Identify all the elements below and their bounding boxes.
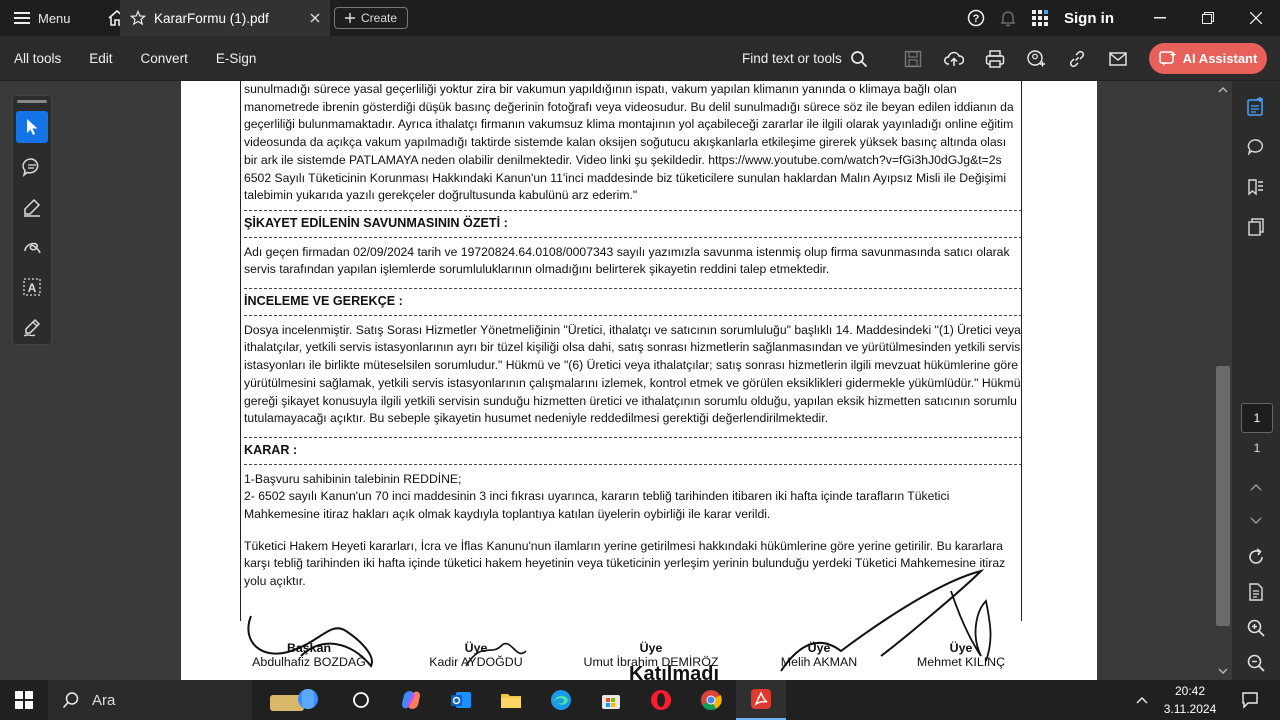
pages-panel-button[interactable] — [1232, 207, 1280, 247]
tray-overflow-button[interactable] — [1128, 680, 1156, 720]
clock-time: 20:42 — [1174, 684, 1206, 698]
save-button[interactable] — [892, 36, 933, 81]
pages-icon — [1246, 217, 1266, 237]
scroll-thumb[interactable] — [1216, 366, 1230, 626]
document-tab[interactable] — [120, 0, 330, 36]
link-icon — [1068, 50, 1086, 68]
svg-text:A: A — [27, 281, 37, 295]
start-button[interactable] — [0, 680, 48, 720]
search-icon — [62, 691, 80, 709]
defense-summary-body: Adı geçen firmadan 02/09/2024 tarih ve 19720824.64.0108/0007343 sayılı yazımızla savunma istenmiş olup firma savunmasında satıcı olarak servis tarafından yapılan işlemlerde sorumluluklarının olmadığını belirterek şikayetin reddini talep etmektedir. — [244, 244, 1010, 277]
toolbar-convert[interactable]: Convert — [140, 50, 188, 66]
menu-label: Menu — [38, 10, 71, 26]
zoom-in-icon — [1246, 618, 1266, 638]
signature-role: Üye — [639, 641, 663, 655]
main-toolbar — [0, 36, 1280, 81]
defense-summary-title: ŞİKAYET EDİLENİN SAVUNMASININ ÖZETİ : — [244, 210, 1022, 238]
signature-member-1 — [401, 641, 551, 669]
opera-icon — [650, 689, 672, 711]
scroll-down-page-button[interactable] — [1232, 501, 1280, 541]
draw-tool[interactable] — [16, 231, 48, 263]
review-title: İNCELEME VE GEREKÇE : — [244, 288, 1022, 316]
comment-icon — [22, 157, 42, 177]
printer-icon — [985, 50, 1005, 68]
cursor-icon — [25, 118, 39, 136]
chrome-icon — [700, 689, 722, 711]
toolbar-edit[interactable]: Edit — [89, 50, 113, 66]
microsoft-store-app[interactable] — [586, 680, 636, 720]
complaint-text: sunulmadığı sürece yasal geçerliliği yoktur zira bir vakumun yapıldığının ispatı, vakum yapılan klimanın yanında o klimaya bağlı olan manometrede ibrenin gösterdiği düşük basınç değerinin fotoğrafı veya videosudur. Bu delil sunulmadığı sürece söz ile beyan edilen iddianın da geçerliliği bulunmamaktadır. Ayrıca ithalatçı firmanın vakumsuz klima montajının yol açabileceği zararlar ile ilgili olarak yayınladığı online eğitim videosunda da açıkça vakum yapılmadığı taktirde sistemde kalan oksijen soğutucu akışkanlarla etkileşime girerek yüksek basınç altında olası bir ark ile sistemde PATLAMAYA neden olabilir denilmektedir. Video linki şu şekildedir. https://www.youtube.com/watch?v=fGi3hJ0dGJg&t=2s 6502 Sayılı Tüketicinin Korunması Hakkındaki Kanun'un 11'inci maddesinde biz tüketicilere sunulan haklardan Malın Ayıpsız Misli ile Değişimi talebimin yukarıda yazılı gerekçeler doğrultusunda kabulünü arz ederim." — [244, 82, 1014, 203]
scroll-down-icon — [1214, 664, 1232, 678]
restore-button[interactable] — [1184, 0, 1232, 36]
cloud-upload-icon — [944, 50, 964, 68]
windows-taskbar — [0, 680, 1280, 720]
apps-grid-icon — [1032, 10, 1048, 26]
close-tab-icon[interactable] — [310, 13, 320, 23]
menu-button[interactable] — [0, 0, 85, 36]
share-user-icon — [1026, 50, 1046, 68]
freehand-draw-icon — [22, 237, 42, 257]
svg-text:?: ? — [972, 13, 980, 25]
file-explorer-app[interactable] — [486, 680, 536, 720]
signature-role: Başkan — [286, 641, 332, 655]
zoom-out-button[interactable] — [1232, 643, 1280, 680]
signature-row — [244, 641, 1022, 680]
outlook-app[interactable] — [436, 680, 486, 720]
share-user-button[interactable] — [1015, 36, 1056, 81]
bell-icon — [1000, 9, 1016, 27]
highlight-tool[interactable] — [16, 191, 48, 223]
edit-pdf-button[interactable] — [1232, 87, 1280, 127]
notification-center-button[interactable] — [1232, 680, 1268, 720]
acrobat-app[interactable] — [736, 680, 786, 720]
mail-icon — [1109, 52, 1127, 66]
current-page-input[interactable]: 1 — [1241, 403, 1273, 433]
scroll-up-icon — [1214, 83, 1232, 97]
notifications-button[interactable] — [992, 0, 1024, 36]
text-box-icon — [22, 277, 42, 297]
rotate-button[interactable] — [1232, 537, 1280, 577]
upload-button[interactable] — [933, 36, 974, 81]
copilot-icon — [400, 689, 422, 711]
rotate-icon — [1246, 547, 1266, 567]
signature-name: Umut İbrahim DEMİRÖZ — [583, 655, 719, 669]
title-bar — [0, 0, 1280, 36]
sign-tool[interactable] — [16, 311, 48, 343]
sign-pen-icon — [22, 317, 42, 337]
decision-line-1: 1-Başvuru sahibinin talebinin REDDİNE; — [244, 471, 462, 486]
save-icon — [904, 50, 922, 68]
search-icon — [850, 50, 868, 68]
signature-member-3 — [744, 641, 894, 669]
handwritten-signatures — [181, 81, 1097, 680]
bookmark-icon — [1246, 177, 1266, 197]
sign-in-button[interactable]: Sign in — [1064, 9, 1114, 27]
folder-icon — [500, 690, 522, 710]
zoom-out-icon — [1246, 653, 1266, 673]
find-text-or-tools[interactable] — [742, 36, 868, 81]
opera-app[interactable] — [636, 680, 686, 720]
minimize-icon — [1154, 17, 1166, 19]
signature-name: Melih AKMAN — [780, 655, 858, 669]
link-button[interactable] — [1056, 36, 1097, 81]
toolbar-all-tools[interactable]: All tools — [14, 50, 62, 66]
decision-line-3: Tüketici Hakem Heyeti kararları, İcra ve İflas Kanunu'nun ilamların yerine getirilmesi hakkındaki hükümlerine göre yerine getirilir. Bu kararlara karşı tebliğ tarihinden iki hafta içinde tüketici hakem heyetinin veya tüketicinin yerleşim yerinin bulunduğu yerdeki Tüketici Mahkemesine itiraz yolu açıktır. — [244, 538, 1006, 589]
task-view-button[interactable] — [336, 680, 386, 720]
signature-name: Kadir AYDOĞDU — [429, 655, 523, 669]
total-pages: 1 — [1253, 441, 1261, 455]
help-button[interactable] — [960, 0, 992, 36]
widget-illustration-icon — [262, 685, 326, 715]
chevron-down-icon — [1248, 516, 1264, 526]
apps-button[interactable] — [1024, 0, 1056, 36]
page-fit-icon — [1246, 582, 1266, 602]
quick-tools-panel — [12, 95, 52, 345]
comments-panel-icon — [1246, 137, 1266, 157]
comments-panel-button[interactable] — [1232, 127, 1280, 167]
acrobat-icon — [750, 688, 772, 710]
edit-pdf-icon — [1246, 97, 1266, 117]
decision-line-2: 2- 6502 sayılı Kanun'un 70 inci maddesinin 3 inci fıkrası uyarınca, kararın tebliğ tarihinden itibaren iki hafta içinde tarafların Tüketici Mahkemesine itiraz hakları açık olmak kaydıyla toplantıya katılan üyelerin oybirliği ile karar verildi. — [244, 489, 950, 522]
signature-role: Üye — [807, 641, 831, 655]
close-window-button[interactable] — [1232, 0, 1280, 36]
signature-member-4 — [886, 641, 1036, 669]
chrome-app[interactable] — [686, 680, 736, 720]
plus-icon — [345, 13, 355, 23]
document-viewer — [0, 81, 1280, 680]
select-tool[interactable] — [16, 111, 48, 143]
taskbar-widget[interactable] — [252, 680, 336, 720]
signature-role: Üye — [949, 641, 973, 655]
ai-assistant-icon — [1159, 50, 1177, 68]
edge-app[interactable] — [536, 680, 586, 720]
create-button[interactable] — [334, 7, 408, 29]
help-icon — [967, 9, 985, 27]
print-button[interactable] — [974, 36, 1015, 81]
comment-tool[interactable] — [16, 151, 48, 183]
store-icon — [601, 690, 621, 710]
signature-name: Mehmet KILINÇ — [916, 655, 1006, 669]
taskbar-search[interactable] — [48, 680, 252, 720]
close-icon — [1250, 12, 1262, 24]
not-attended-stamp: Katılmadı — [629, 663, 720, 680]
edge-icon — [550, 689, 572, 711]
windows-logo-icon — [15, 691, 33, 709]
chevron-up-icon — [1248, 482, 1264, 492]
star-icon — [130, 10, 146, 26]
bookmarks-button[interactable] — [1232, 167, 1280, 207]
page-fit-button[interactable] — [1232, 572, 1280, 612]
task-view-icon — [352, 691, 370, 709]
ai-assistant-label: AI Assistant — [1182, 51, 1258, 66]
create-label: Create — [361, 11, 398, 25]
signature-name: Abdulhafiz BOZDAĞ — [252, 655, 366, 669]
decision-title: KARAR : — [244, 437, 1022, 465]
outlook-icon — [450, 689, 472, 711]
ai-assistant-button[interactable] — [1149, 43, 1267, 74]
pdf-page — [181, 81, 1097, 680]
find-label: Find text or tools — [742, 51, 842, 66]
text-tool[interactable] — [16, 271, 48, 303]
panel-grip[interactable] — [17, 100, 47, 103]
chevron-up-icon — [1135, 695, 1149, 705]
copilot-app[interactable] — [386, 680, 436, 720]
minimize-button[interactable] — [1136, 0, 1184, 36]
right-side-panel — [1232, 81, 1280, 680]
signature-role: Üye — [464, 641, 488, 655]
clock-date: 3.11.2024 — [1163, 702, 1217, 716]
highlighter-icon — [22, 197, 42, 217]
tab-title: KararFormu (1).pdf — [154, 10, 269, 26]
toolbar-esign[interactable]: E-Sign — [215, 50, 257, 66]
search-placeholder: Ara — [92, 691, 116, 709]
restore-icon — [1202, 12, 1214, 24]
taskbar-clock[interactable] — [1158, 682, 1222, 718]
review-body: Dosya incelenmiştir. Satış Sorası Hizmetler Yönetmeliğinin "Üretici, ithalatçı ve satıcının sorumluluğu" başlıklı 14. Maddesindeki "(1) Üretici veya ithalatçılar, yetkili servis istasyonlarının ayrı bir tüzel kişiliği olsa dahi, satış sonrası hizmetlerin sağlanmasından ve yürütülmesinden yetkili servis istasyonları ile birlikte müteselsilen sorumludur." Hükmü ve "(6) Üretici veya ithalatçılar; satış sonrası hizmetlerin ilgili mevzuat hükümlerine göre yürütülmesini sağlamak, yetkili servis istasyonlarının çalışmalarını izlemek, kontrol etmek ve görülen eksiklikleri gidermekle yükümlüdür." Hükmü gereği şikayet konusuyla ilgili yetkili servisin sunduğu hizmetten üretici ve ithalatçının sorumlu olduğu, yapılan eksik hizmetten satıcının sorumlu tutulamayacağı açıktır. Bu sebeple şikayetin husumet nedeniyle reddedilmesi gerektiği değerlendirilmektedir. — [244, 322, 1021, 426]
zoom-in-button[interactable] — [1232, 608, 1280, 648]
notification-icon — [1241, 691, 1259, 709]
signature-chair — [234, 641, 384, 669]
hamburger-icon — [14, 11, 30, 25]
email-button[interactable] — [1097, 36, 1138, 81]
